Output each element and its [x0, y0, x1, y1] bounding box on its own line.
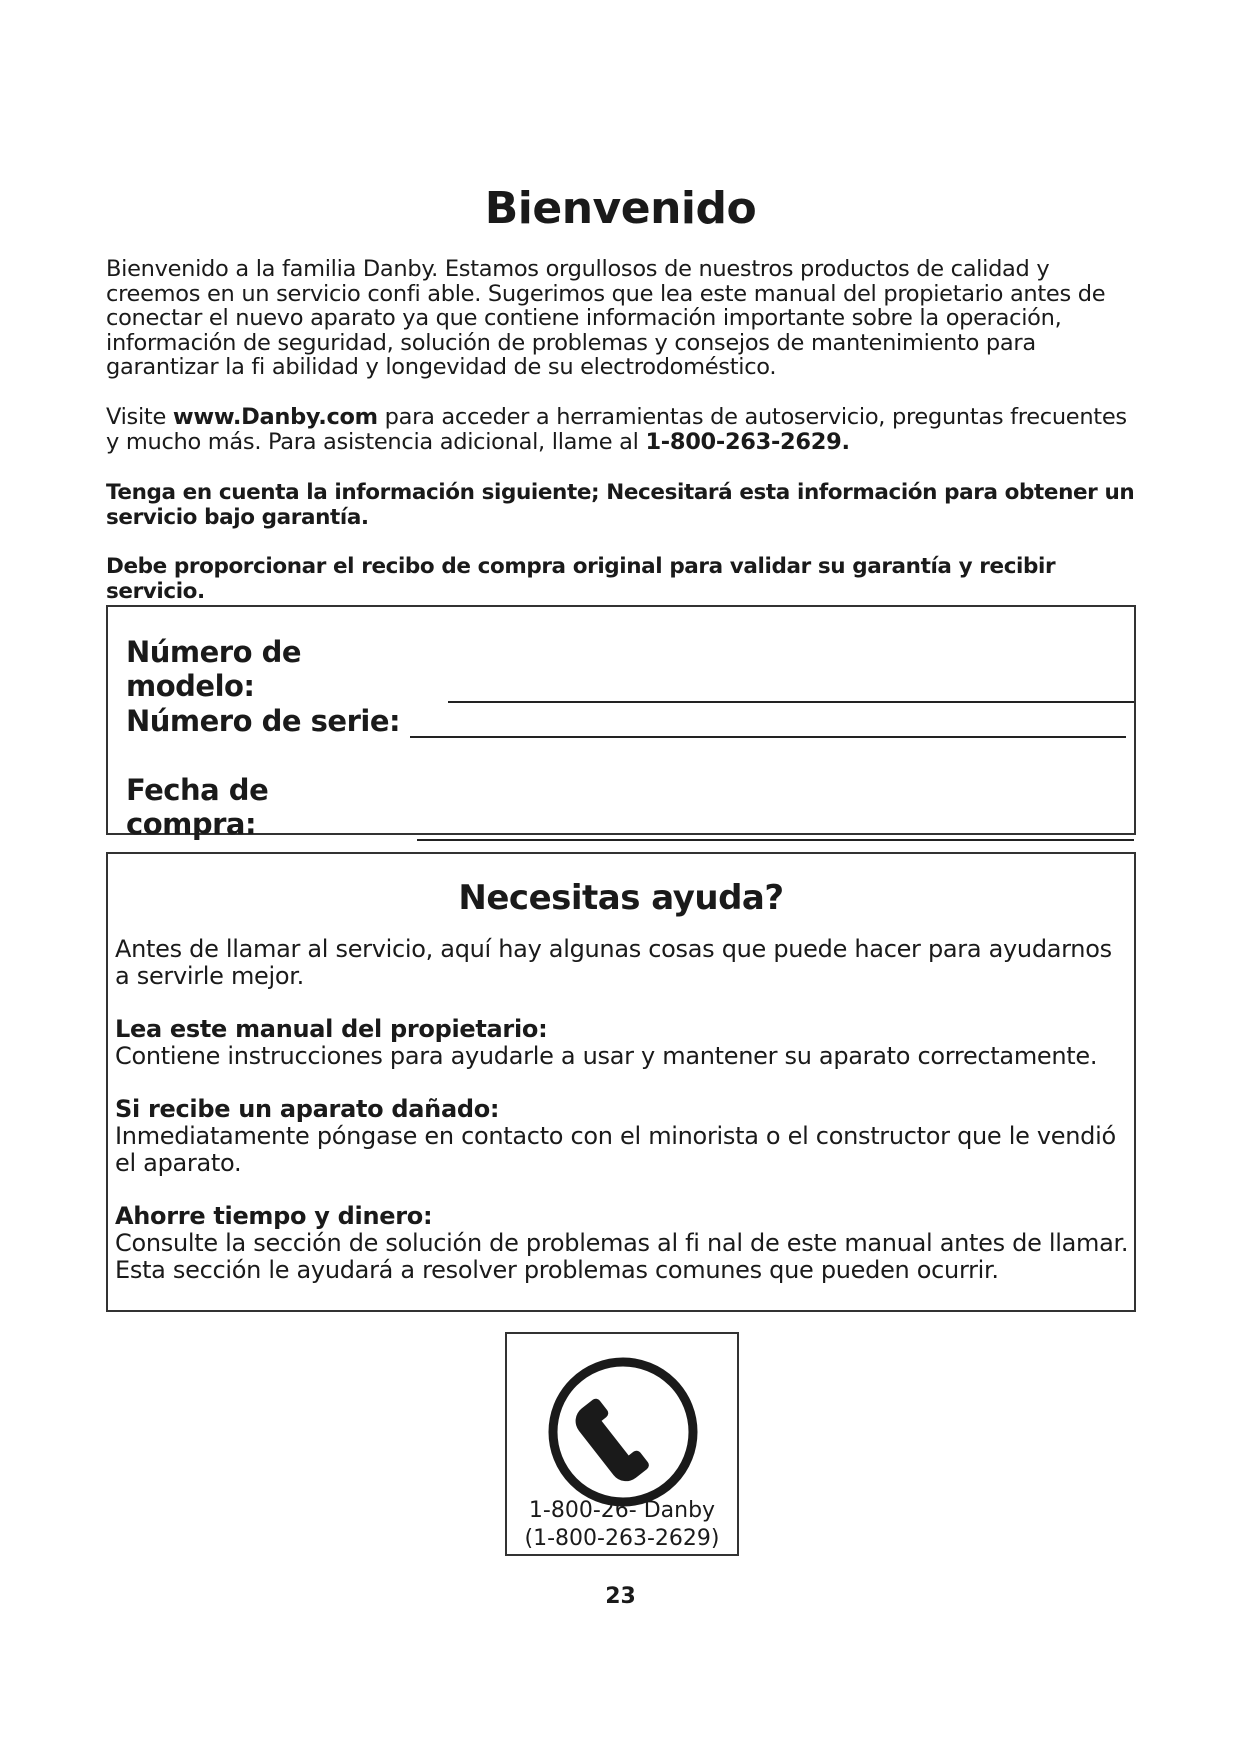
help-section — [115, 1203, 1130, 1284]
website-link[interactable]: www.Danby.com — [172, 404, 378, 430]
phone-number-text — [507, 1497, 737, 1553]
model-number-blank[interactable] — [448, 677, 1134, 703]
phone-vanity-number: 1-800-26- Danby — [528, 1498, 716, 1523]
help-intro: Antes de llamar al servicio, aquí hay algunas cosas que puede hacer para ayudarnos a servirle mejor. — [115, 935, 1112, 990]
model-number-label: Número de modelo: — [126, 635, 302, 703]
purchase-date-blank[interactable] — [417, 815, 1134, 841]
help-section-text: Consulte la sección de solución de problemas al fi nal de este manual antes de llamar. Esta sección le ayudará a resolver problemas comunes que pueden ocurrir. — [115, 1229, 1129, 1284]
help-section-heading: Si recibe un aparato dañado: — [115, 1095, 500, 1123]
warranty-info-note: Tenga en cuenta la información siguiente; Necesitará esta información para obtener un servicio bajo garantía. — [106, 480, 1135, 530]
visit-paragraph — [106, 405, 1146, 454]
intro-paragraph: Bienvenido a la familia Danby. Estamos orgullosos de nuestros productos de calidad y creemos en un servicio confi able. Sugerimos que lea este manual del propietario antes de conectar el nuevo aparato ya que contiene información importante sobre la operación, información de seguridad, solución de problemas y consejos de mantenimiento para garantizar la fi abilidad y longevidad de su electrodoméstico. — [106, 256, 1106, 380]
phone-numeric-number: (1-800-263-2629) — [524, 1526, 720, 1551]
help-title: Necesitas ayuda? — [458, 878, 784, 918]
visit-prefix: Visite — [106, 404, 173, 430]
support-phone: 1-800-263-2629. — [645, 428, 850, 455]
phone-icon — [545, 1354, 701, 1510]
phone-box — [505, 1332, 739, 1556]
purchase-date-field — [126, 773, 1134, 841]
serial-number-blank[interactable] — [410, 712, 1126, 738]
purchase-date-label: Fecha de compra: — [126, 773, 269, 841]
help-section-text: Inmediatamente póngase en contacto con el minorista o el constructor que le vendió el aparato. — [115, 1122, 1116, 1177]
receipt-note: Debe proporcionar el recibo de compra original para validar su garantía y recibir servicio. — [106, 554, 1056, 604]
page-number: 23 — [605, 1584, 636, 1609]
help-section — [115, 1096, 1130, 1177]
help-section-heading: Lea este manual del propietario: — [115, 1015, 548, 1043]
page-title: Bienvenido — [484, 183, 757, 234]
help-section — [115, 1016, 1130, 1070]
model-number-field — [126, 635, 1134, 703]
serial-number-field — [126, 704, 1126, 738]
help-section-text: Contiene instrucciones para ayudarle a usar y mantener su aparato correctamente. — [115, 1042, 1098, 1070]
product-record-box — [106, 605, 1136, 841]
serial-number-label: Número de serie: — [126, 704, 401, 738]
help-section-heading: Ahorre tiempo y dinero: — [115, 1202, 433, 1230]
help-box — [106, 852, 1136, 1312]
visit-middle: para acceder a herramientas de autoservicio, preguntas frecuentes y mucho más. Para asistencia adicional, llame al — [106, 404, 1127, 455]
